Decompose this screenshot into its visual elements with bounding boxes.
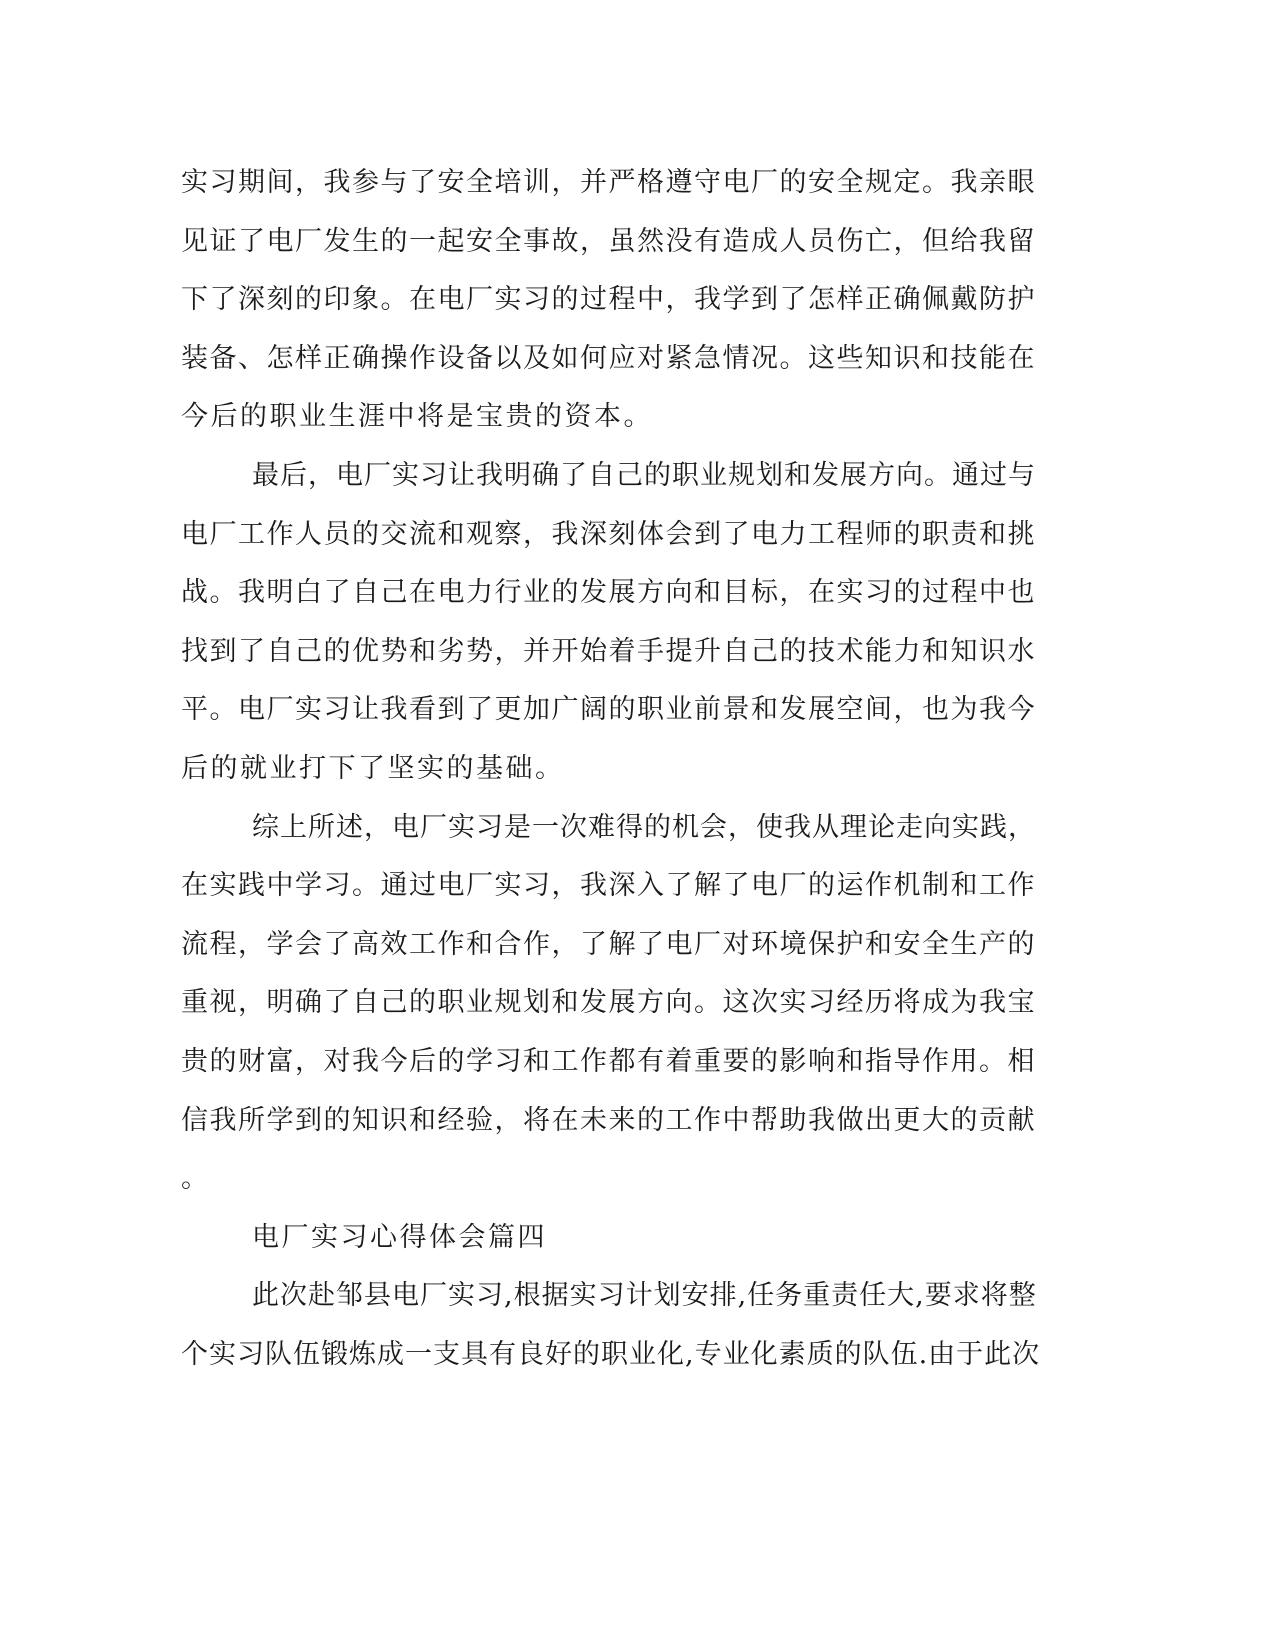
- text-line: 贵的财富，对我今后的学习和工作都有着重要的影响和指导作用。相: [181, 1046, 1036, 1077]
- text-line: 今后的职业生涯中将是宝贵的资本。: [181, 401, 653, 432]
- text-line: 见证了电厂发生的一起安全事故，虽然没有造成人员伤亡，但给我留: [181, 226, 1036, 257]
- text-line: 最后，电厂实习让我明确了自己的职业规划和发展方向。通过与: [252, 460, 1036, 491]
- text-line: 流程，学会了高效工作和合作，了解了电厂对环境保护和安全生产的: [181, 929, 1036, 960]
- text-line: 实习期间，我参与了安全培训，并严格遵守电厂的安全规定。我亲眼: [181, 167, 1036, 198]
- text-line: 重视，明确了自己的职业规划和发展方向。这次实习经历将成为我宝: [181, 987, 1036, 1018]
- text-line: 战。我明白了自己在电力行业的发展方向和目标，在实习的过程中也: [181, 577, 1036, 608]
- text-line: 电厂工作人员的交流和观察，我深刻体会到了电力工程师的职责和挑: [181, 519, 1036, 550]
- text-line: 综上所述，电厂实习是一次难得的机会，使我从理论走向实践，: [252, 812, 1036, 843]
- text-line: 此次赴邹县电厂实习,根据实习计划安排,任务重责任大,要求将整: [252, 1280, 1037, 1311]
- text-line: 找到了自己的优势和劣势，并开始着手提升自己的技术能力和知识水: [181, 636, 1036, 667]
- text-line: 在实践中学习。通过电厂实习，我深入了解了电厂的运作机制和工作: [181, 870, 1036, 901]
- text-line: 后的就业打下了坚实的基础。: [181, 753, 565, 784]
- text-line: 信我所学到的知识和经验，将在未来的工作中帮助我做出更大的贡献: [181, 1105, 1036, 1136]
- text-line: 。: [181, 1163, 211, 1194]
- section-heading: 电厂实习心得体会篇四: [252, 1222, 547, 1253]
- text-line: 下了深刻的印象。在电厂实习的过程中，我学到了怎样正确佩戴防护: [181, 284, 1036, 315]
- text-line: 平。电厂实习让我看到了更加广阔的职业前景和发展空间，也为我今: [181, 694, 1036, 725]
- text-line: 个实习队伍锻炼成一支具有良好的职业化,专业化素质的队伍.由于此次: [181, 1339, 1041, 1370]
- text-line: 装备、怎样正确操作设备以及如何应对紧急情况。这些知识和技能在: [181, 343, 1036, 374]
